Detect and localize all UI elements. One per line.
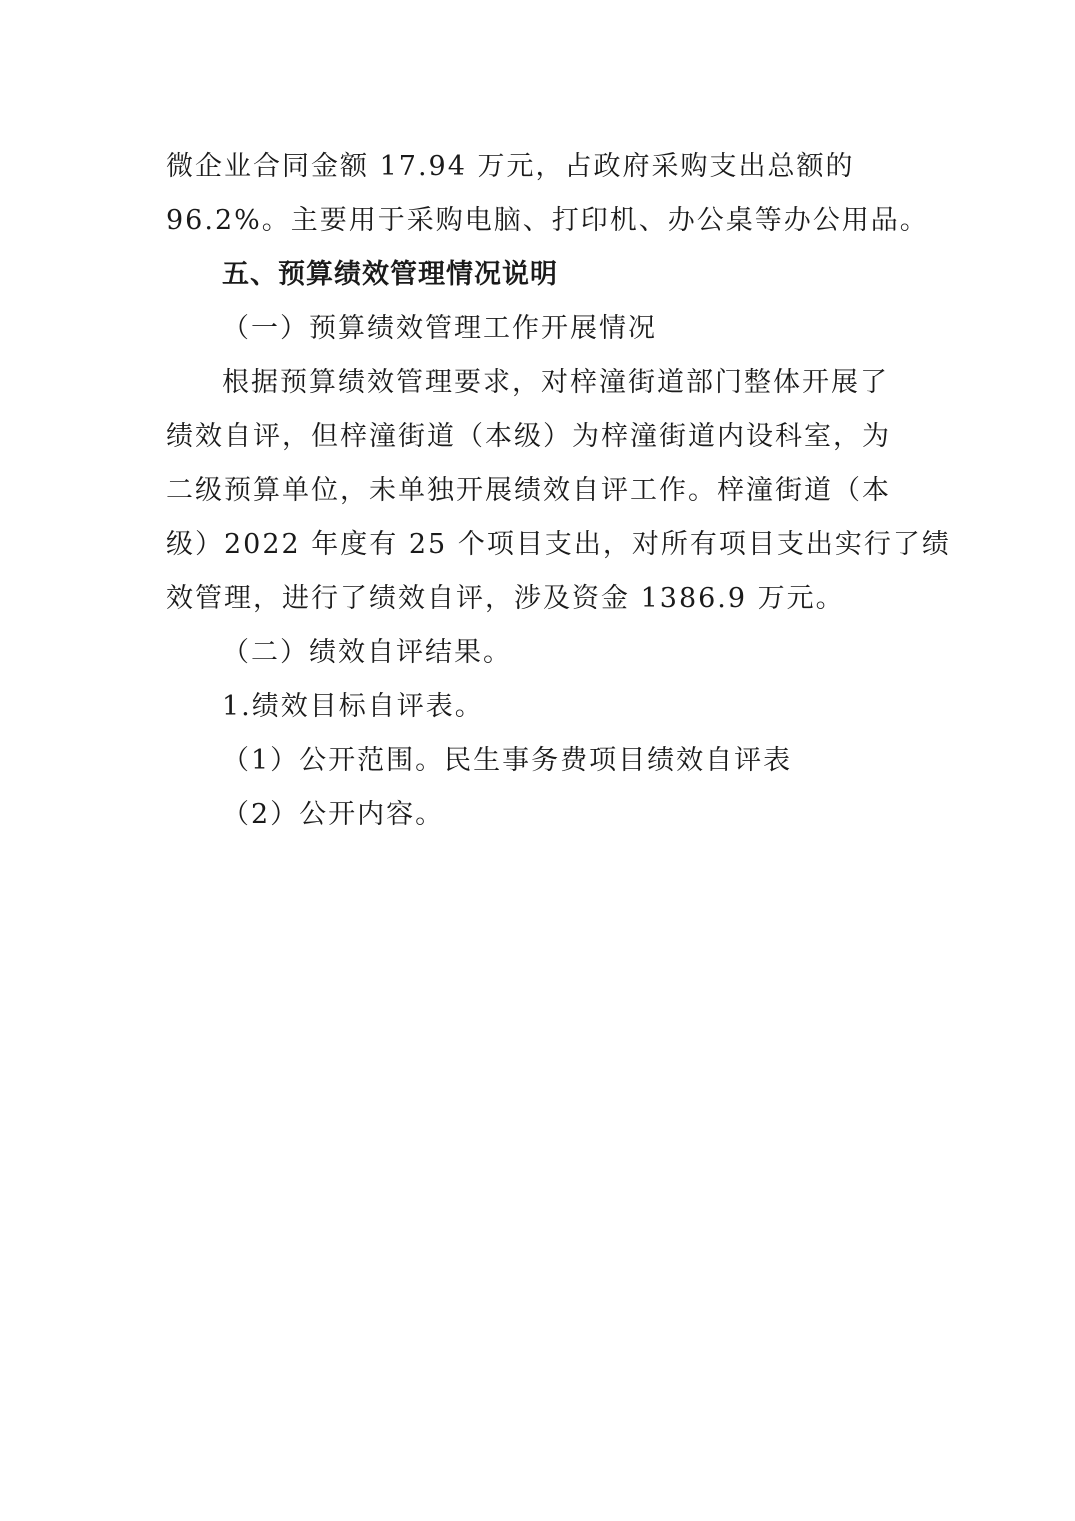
paragraph-line: 96.2%。主要用于采购电脑、打印机、办公桌等办公用品。 (166, 205, 929, 236)
paragraph-line: 绩效自评，但梓潼街道（本级）为梓潼街道内设科室，为 (166, 421, 891, 452)
subsection-heading: （二）绩效自评结果。 (222, 637, 512, 668)
paragraph-line: 根据预算绩效管理要求，对梓潼街道部门整体开展了 (222, 367, 889, 398)
document-body (166, 140, 951, 842)
paragraph-line: 微企业合同金额 17.94 万元，占政府采购支出总额的 (166, 151, 855, 182)
list-item: （2）公开内容。 (222, 799, 445, 830)
paragraph-line: 级）2022 年度有 25 个项目支出，对所有项目支出实行了绩 (166, 529, 951, 560)
paragraph-line: 效管理，进行了绩效自评，涉及资金 1386.9 万元。 (166, 583, 845, 614)
section-heading: 五、预算绩效管理情况说明 (222, 259, 558, 290)
subsection-heading: （一）预算绩效管理工作开展情况 (222, 313, 657, 344)
list-item: 1.绩效目标自评表。 (222, 691, 484, 722)
paragraph-line: 二级预算单位，未单独开展绩效自评工作。梓潼街道（本 (166, 475, 891, 506)
list-item: （1）公开范围。民生事务费项目绩效自评表 (222, 745, 793, 776)
